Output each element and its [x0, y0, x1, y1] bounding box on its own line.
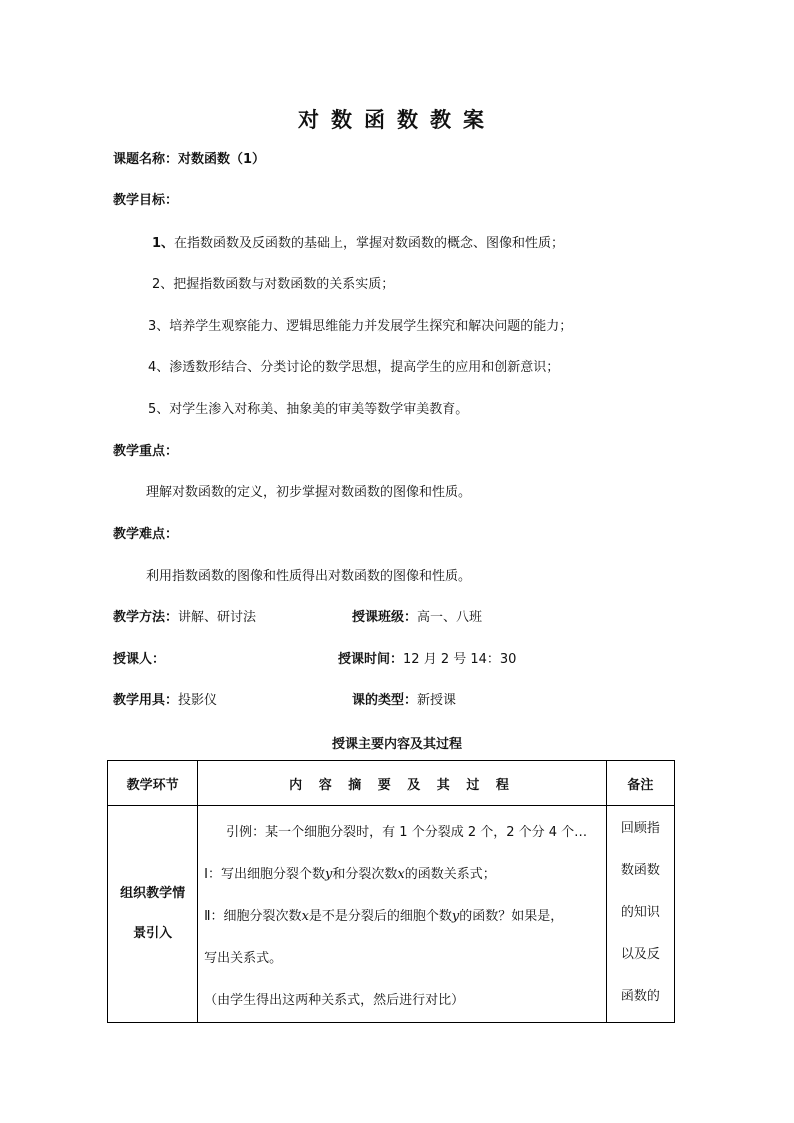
course-name-label: 课题名称：: [113, 152, 179, 167]
header-notes: 备注: [606, 761, 674, 806]
objective-item: 1、在指数函数及反函数的基础上，掌握对数函数的概念、图像和性质；: [152, 236, 565, 251]
header-stage: 教学环节: [108, 761, 198, 806]
question-2: Ⅱ：细胞分裂次数x是不是分裂后的细胞个数y的函数？如果是，: [204, 909, 564, 924]
method-field: 教学方法：讲解、研讨法: [113, 610, 257, 625]
lesson-type-field: 课的类型：新授课: [352, 693, 457, 708]
content-cell: [198, 806, 607, 1023]
time-field: 授课时间：12 月 2 号 14：30: [338, 652, 517, 667]
table-row: [108, 806, 675, 1023]
objective-item: 2、把握指数函数与对数函数的关系实质；: [152, 277, 395, 292]
comment-text: （由学生得出这两种关系式，然后进行对比）: [204, 993, 465, 1008]
lesson-process-table: [107, 760, 675, 1023]
stage-cell: 组织教学情 景引入: [108, 806, 198, 1023]
question-1: Ⅰ：写出细胞分裂个数y和分裂次数x的函数关系式；: [204, 867, 496, 882]
process-title: 授课主要内容及其过程: [331, 737, 462, 752]
key-points-heading: 教学重点：: [113, 444, 179, 459]
notes-cell: 回顾指 数函数 的知识 以及反 函数的: [606, 806, 674, 1023]
intro-text: 引例：某一个细胞分裂时，有 1 个分裂成 2 个，2 个分 4 个…: [226, 825, 588, 840]
header-content: 内 容 摘 要 及 其 过 程: [198, 761, 607, 806]
class-field: 授课班级：高一、八班: [352, 610, 483, 625]
difficulty-text: 利用指数函数的图像和性质得出对数函数的图像和性质。: [146, 569, 472, 584]
teacher-field: 授课人：: [113, 652, 166, 667]
objective-item: 5、对学生渗入对称美、抽象美的审美等数学审美教育。: [148, 402, 469, 417]
question-2-continued: 写出关系式。: [204, 951, 283, 966]
objectives-heading: 教学目标：: [113, 193, 179, 208]
document-title: 对数函数教案: [298, 108, 496, 132]
course-name-value: 对数函数（1）: [178, 152, 266, 167]
objective-item: 4、渗透数形结合、分类讨论的数学思想，提高学生的应用和创新意识；: [148, 360, 560, 375]
table-header-row: [108, 761, 675, 806]
key-points-text: 理解对数函数的定义，初步掌握对数函数的图像和性质。: [146, 485, 472, 500]
objective-item: 3、培养学生观察能力、逻辑思维能力并发展学生探究和解决问题的能力；: [148, 319, 573, 334]
tools-field: 教学用具：投影仪: [113, 693, 218, 708]
course-name-row: [113, 151, 265, 169]
difficulty-heading: 教学难点：: [113, 527, 179, 542]
